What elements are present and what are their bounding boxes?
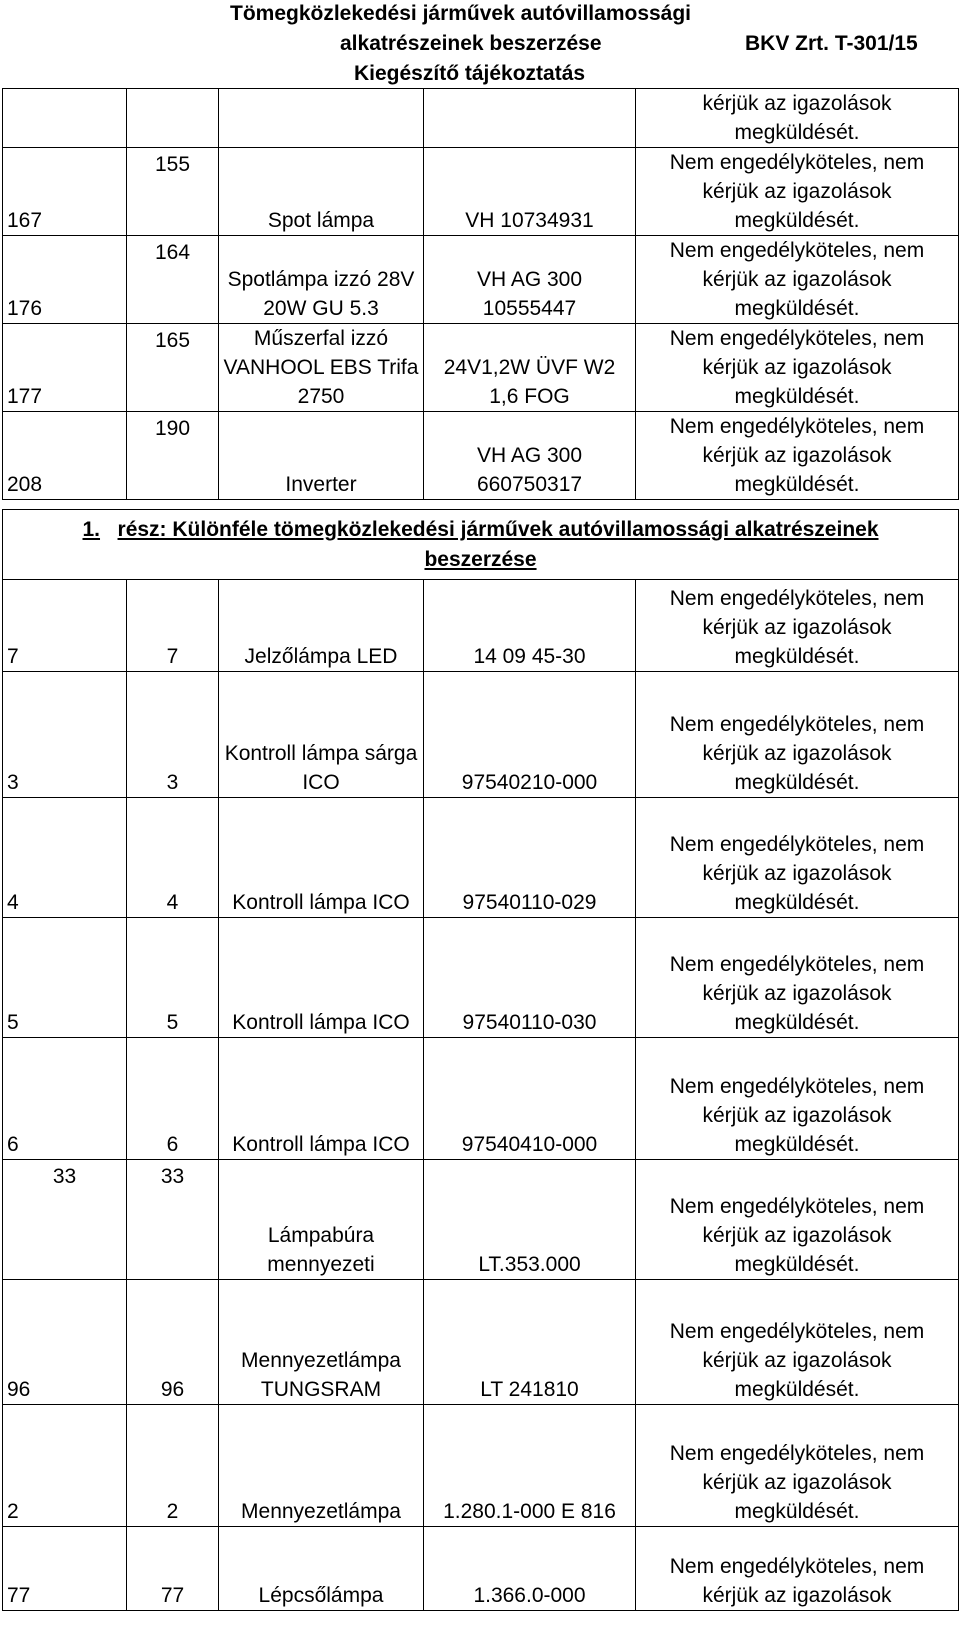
item-number: 155: [154, 153, 191, 176]
item-number-cell: 2: [127, 1405, 219, 1527]
note-line: kérjük az igazolások: [702, 1584, 892, 1607]
note-cell: [636, 798, 959, 918]
note-line: Nem engedélyköteles, nem: [669, 151, 925, 174]
part-heading-number: 1.: [82, 517, 101, 541]
item-code-cell: 97540210-000: [424, 672, 636, 798]
part-heading-text: rész: Különféle tömegközlekedési járművek autóvillamossági alkatrészeinek: [117, 517, 879, 541]
row-number-cell: 77: [3, 1527, 127, 1611]
item-code-cell: 97540410-000: [424, 1038, 636, 1160]
note-line: megküldését.: [734, 771, 860, 794]
note-cell: [636, 1527, 959, 1611]
note-cell: [636, 324, 959, 412]
item-name-cell: Kontroll lámpa sárga ICO: [219, 672, 424, 798]
note-line: kérjük az igazolások: [702, 862, 892, 885]
note-line: megküldését.: [734, 385, 860, 408]
note-line: kérjük az igazolások: [702, 1349, 892, 1372]
note-cell: [636, 89, 959, 148]
row-number-cell: 167: [3, 148, 127, 236]
table-row: [3, 412, 959, 500]
item-name-cell: Kontroll lámpa ICO: [219, 918, 424, 1038]
note-line: Nem engedélyköteles, nem: [669, 415, 925, 438]
item-number-cell: [127, 1160, 219, 1280]
note-cell: [636, 918, 959, 1038]
document-header: [0, 0, 960, 88]
note-line: kérjük az igazolások: [702, 982, 892, 1005]
table-row: [3, 89, 959, 148]
row-number-cell: 177: [3, 324, 127, 412]
item-number: 33: [160, 1165, 185, 1188]
item-code-cell: 97540110-029: [424, 798, 636, 918]
note-line: kérjük az igazolások: [702, 180, 892, 203]
note-line: megküldését.: [734, 645, 860, 668]
item-number-cell: [127, 89, 219, 148]
item-name-cell: Lámpabúra mennyezeti: [219, 1160, 424, 1280]
item-name-cell: Műszerfal izzó VANHOOL EBS Trifa 2750: [219, 324, 424, 412]
table-row: [3, 918, 959, 1038]
note-cell: [636, 1038, 959, 1160]
row-number-cell: 7: [3, 580, 127, 672]
note-line: kérjük az igazolások: [702, 616, 892, 639]
note-line: kérjük az igazolások: [702, 1224, 892, 1247]
table-row: [3, 672, 959, 798]
item-number-cell: [127, 148, 219, 236]
item-code-cell: VH 10734931: [424, 148, 636, 236]
note-line: Nem engedélyköteles, nem: [669, 587, 925, 610]
item-code-cell: 1.280.1-000 E 816: [424, 1405, 636, 1527]
table-row: [3, 1280, 959, 1405]
item-number-cell: 6: [127, 1038, 219, 1160]
table-row: [3, 1527, 959, 1611]
header-title-line1: Tömegközlekedési járművek autóvillamossági: [230, 2, 692, 25]
item-code-cell: VH AG 300 660750317: [424, 412, 636, 500]
item-name-cell: [219, 89, 424, 148]
note-line: kérjük az igazolások: [702, 1104, 892, 1127]
note-cell: [636, 1405, 959, 1527]
item-number-cell: [127, 324, 219, 412]
note-line: kérjük az igazolások: [702, 444, 892, 467]
table-row: [3, 324, 959, 412]
row-number-cell: [3, 1160, 127, 1280]
row-number-cell: 4: [3, 798, 127, 918]
item-number: 190: [154, 417, 191, 440]
note-line: megküldését.: [734, 1011, 860, 1034]
note-line: Nem engedélyköteles, nem: [669, 1320, 925, 1343]
table-row: [3, 798, 959, 918]
note-cell: [636, 148, 959, 236]
item-code-cell: [424, 89, 636, 148]
item-name-cell: Kontroll lámpa ICO: [219, 1038, 424, 1160]
note-line: Nem engedélyköteles, nem: [669, 833, 925, 856]
note-line: megküldését.: [734, 209, 860, 232]
row-number-cell: 176: [3, 236, 127, 324]
note-line: megküldését.: [734, 1253, 860, 1276]
item-name-cell: Inverter: [219, 412, 424, 500]
note-line: Nem engedélyköteles, nem: [669, 953, 925, 976]
item-number-cell: 5: [127, 918, 219, 1038]
part-heading: [3, 510, 959, 580]
note-line: megküldését.: [734, 121, 860, 144]
item-name-cell: Spotlámpa izzó 28V 20W GU 5.3: [219, 236, 424, 324]
note-cell: [636, 236, 959, 324]
item-code-cell: LT.353.000: [424, 1160, 636, 1280]
row-number-cell: [3, 89, 127, 148]
table-row: [3, 148, 959, 236]
row-number-cell: 208: [3, 412, 127, 500]
table-row: [3, 580, 959, 672]
note-line: Nem engedélyköteles, nem: [669, 713, 925, 736]
note-line: Nem engedélyköteles, nem: [669, 327, 925, 350]
header-title-line2: alkatrészeinek beszerzése: [340, 32, 602, 55]
item-name-cell: Lépcsőlámpa: [219, 1527, 424, 1611]
header-title-line3: Kiegészítő tájékoztatás: [354, 62, 586, 85]
item-code-cell: 24V1,2W ÜVF W2 1,6 FOG: [424, 324, 636, 412]
note-line: megküldését.: [734, 1500, 860, 1523]
row-number-cell: 3: [3, 672, 127, 798]
note-line: Nem engedélyköteles, nem: [669, 1195, 925, 1218]
note-line: megküldését.: [734, 891, 860, 914]
table-row: [3, 1160, 959, 1280]
item-name-cell: Mennyezetlámpa: [219, 1405, 424, 1527]
item-name-cell: Mennyezetlámpa TUNGSRAM: [219, 1280, 424, 1405]
table-row: [3, 1038, 959, 1160]
item-number-cell: [127, 236, 219, 324]
row-number-cell: 2: [3, 1405, 127, 1527]
item-code-cell: VH AG 300 10555447: [424, 236, 636, 324]
note-line: Nem engedélyköteles, nem: [669, 1442, 925, 1465]
note-cell: [636, 672, 959, 798]
header-reference: BKV Zrt. T-301/15: [745, 32, 918, 55]
item-number: 165: [154, 329, 191, 352]
note-cell: [636, 1280, 959, 1405]
note-line: kérjük az igazolások: [702, 92, 892, 115]
note-line: kérjük az igazolások: [702, 268, 892, 291]
item-code-cell: 97540110-030: [424, 918, 636, 1038]
note-line: kérjük az igazolások: [702, 1471, 892, 1494]
item-number-cell: 4: [127, 798, 219, 918]
note-line: megküldését.: [734, 473, 860, 496]
part-heading-row: [3, 510, 959, 580]
note-line: megküldését.: [734, 1378, 860, 1401]
note-line: Nem engedélyköteles, nem: [669, 239, 925, 262]
table-row: [3, 236, 959, 324]
item-code-cell: 1.366.0-000: [424, 1527, 636, 1611]
row-number-cell: 6: [3, 1038, 127, 1160]
item-name-cell: Jelzőlámpa LED: [219, 580, 424, 672]
note-cell: [636, 1160, 959, 1280]
item-name-cell: Spot lámpa: [219, 148, 424, 236]
note-line: Nem engedélyköteles, nem: [669, 1555, 925, 1578]
note-line: megküldését.: [734, 297, 860, 320]
row-number: 33: [52, 1165, 77, 1188]
note-line: kérjük az igazolások: [702, 356, 892, 379]
item-number-cell: 77: [127, 1527, 219, 1611]
table-row: [3, 1405, 959, 1527]
note-line: kérjük az igazolások: [702, 742, 892, 765]
item-name-cell: Kontroll lámpa ICO: [219, 798, 424, 918]
items-table-part1: [2, 509, 959, 1611]
item-number: 164: [154, 241, 191, 264]
row-number-cell: 96: [3, 1280, 127, 1405]
item-number-cell: 3: [127, 672, 219, 798]
note-cell: [636, 412, 959, 500]
part-heading-text2: beszerzése: [424, 547, 537, 571]
item-number-cell: 96: [127, 1280, 219, 1405]
items-table-top: [2, 88, 959, 500]
item-number-cell: 7: [127, 580, 219, 672]
item-code-cell: LT 241810: [424, 1280, 636, 1405]
note-cell: [636, 580, 959, 672]
item-code-cell: 14 09 45-30: [424, 580, 636, 672]
row-number-cell: 5: [3, 918, 127, 1038]
note-line: Nem engedélyköteles, nem: [669, 1075, 925, 1098]
item-number-cell: [127, 412, 219, 500]
note-line: megküldését.: [734, 1133, 860, 1156]
